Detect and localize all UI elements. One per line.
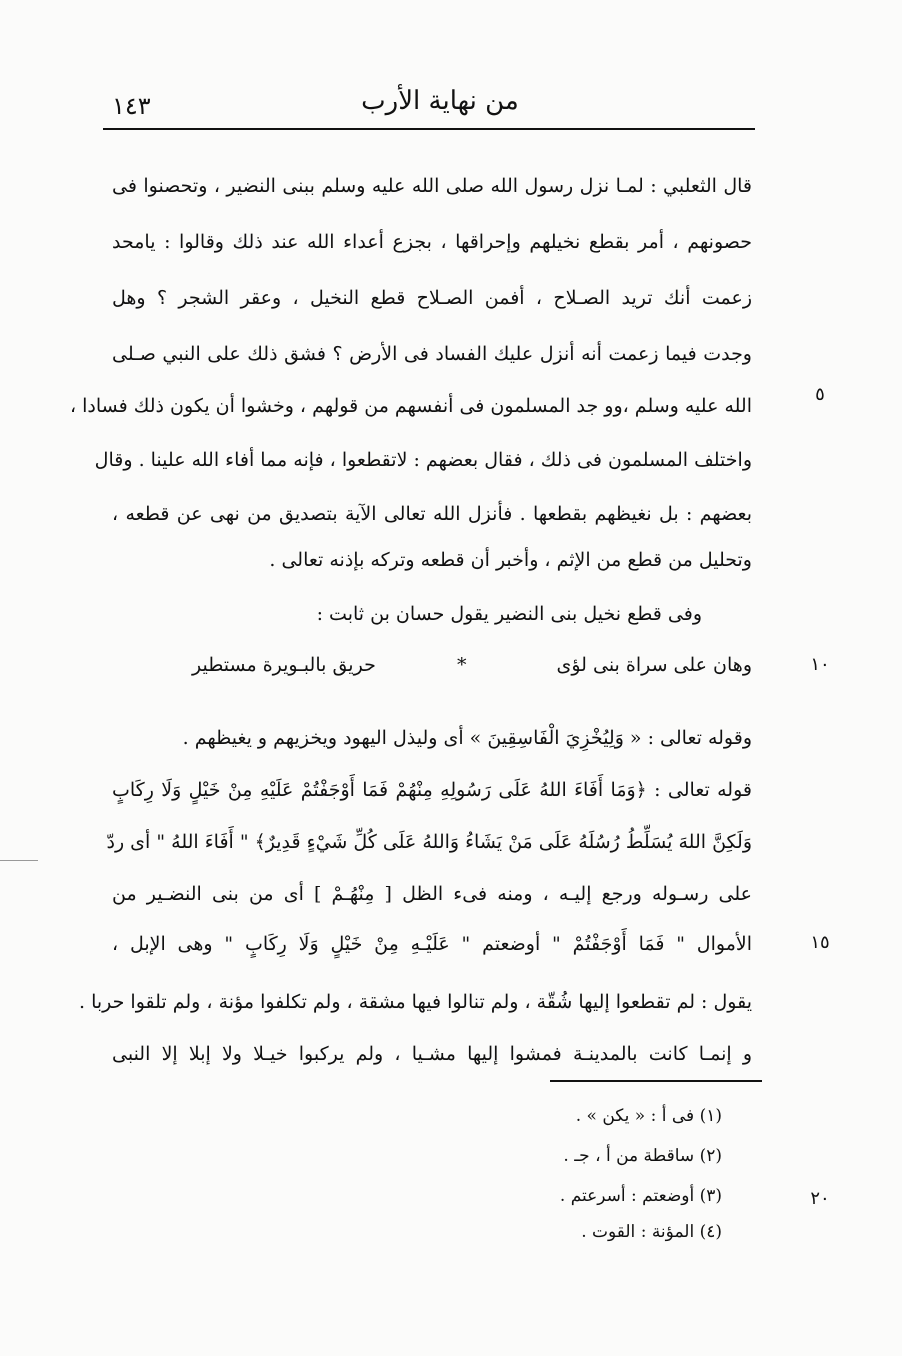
verse-hemistich-second: حريق بالبـويرة مستطير (192, 654, 376, 676)
poetry-verse (192, 654, 752, 684)
text-line: قوله تعالى : ﴿وَمَا أَفَاءَ اللهُ عَلَى رَسُولِهِ مِنْهُمْ فَمَا أَوْجَفْتُمْ عَلَيْهِ مِنْ خَيْلٍ وَلَا رِكَابٍ (112, 779, 752, 801)
line-number: ٢٠ (810, 1188, 830, 1209)
text-line: حصونهم ، أمر بقطع نخيلهم وإحراقها ، بجزع أعداء الله عند ذلك وقالوا : يامحد (112, 231, 752, 253)
text-line: وجدت فيما زعمت أنه أنزل عليك الفساد فى الأرض ؟ فشق ذلك على النبي صـلى (112, 343, 752, 365)
text-line: وقوله تعالى : « وَلِيُخْزِيَ الْفَاسِقِينَ » أى وليذل اليهود ويخزيهم و يغيظهم . (182, 727, 752, 749)
footnote: (٢) ساقطة من أ ، جـ . (563, 1146, 722, 1166)
text-line: الأموال " فَمَا أَوْجَفْتُمْ " أوضعتم " عَلَيْـهِ مِنْ خَيْلٍ وَلَا رِكَابٍ " وهى الإبل ، (112, 933, 752, 955)
text-line: الله عليه وسلم ،وو جد المسلمون فى أنفسهم من قولهم ، وخشوا أن يكون ذلك فسادا ، (69, 395, 752, 417)
text-line: يقول : لم تقطعوا إليها شُقّة ، ولم تنالوا فيها مشقة ، ولم تكلفوا مؤنة ، ولم تلقوا حربا . (79, 991, 752, 1013)
line-number: ١٠ (810, 654, 830, 675)
footnote-rule (550, 1080, 762, 1082)
line-number: ١٥ (810, 932, 830, 953)
text-line: على رسـوله ورجع إليـه ، ومنه فىء الظل [ مِنْهُـمْ ] أى من بنى النضـير من (112, 883, 752, 905)
page-number: ١٤٣ (112, 92, 151, 120)
text-line: قال الثعلبي : لمـا نزل رسول الله صلى الله عليه وسلم ببنى النضير ، وتحصنوا فى (112, 175, 752, 197)
text-line: وتحليل من قطع من الإثم ، وأخبر أن قطعه وتركه بإذنه تعالى . (269, 549, 752, 571)
line-number: ٥ (815, 384, 825, 405)
text-line: وفى قطع نخيل بنى النضير يقول حسان بن ثابت : (316, 603, 702, 625)
text-line: زعمت أنك تريد الصـلاح ، أفمن الصـلاح قطع النخيل ، وعقر الشجر ؟ وهل (112, 287, 752, 309)
text-line: و إنمـا كانت بالمدينـة فمشوا إليها مشـيا ، ولم يركبوا خيـلا ولا إبلا إلا النبى (112, 1043, 752, 1065)
margin-mark (0, 860, 38, 861)
text-line: بعضهم : بل نغيظهم بقطعها . فأنزل الله تعالى الآية بتصديق من نهى عن قطعه ، (112, 503, 752, 525)
text-line: وَلَكِنَّ اللهَ يُسَلِّطُ رُسُلَهُ عَلَى مَنْ يَشَاءُ وَاللهُ عَلَى كُلِّ شَيْءٍ قَدِيرٌ﴾ " أَفَاءَ اللهُ " أى ردّ (106, 831, 752, 853)
footnote: (٣) أوضعتم : أسرعتم . (559, 1186, 722, 1206)
verse-separator: * (457, 654, 467, 676)
verse-hemistich-first: وهان على سراة بنى لؤى (556, 654, 752, 676)
header-rule (103, 128, 755, 130)
text-line: واختلف المسلمون فى ذلك ، فقال بعضهم : لاتقطعوا ، فإنه مما أفاء الله علينا . وقال (94, 449, 752, 471)
footnote: (٤) المؤنة : القوت . (581, 1222, 722, 1242)
footnote: (١) فى أ : « يكن » . (575, 1106, 722, 1126)
running-title: من نهاية الأرب (361, 86, 519, 116)
